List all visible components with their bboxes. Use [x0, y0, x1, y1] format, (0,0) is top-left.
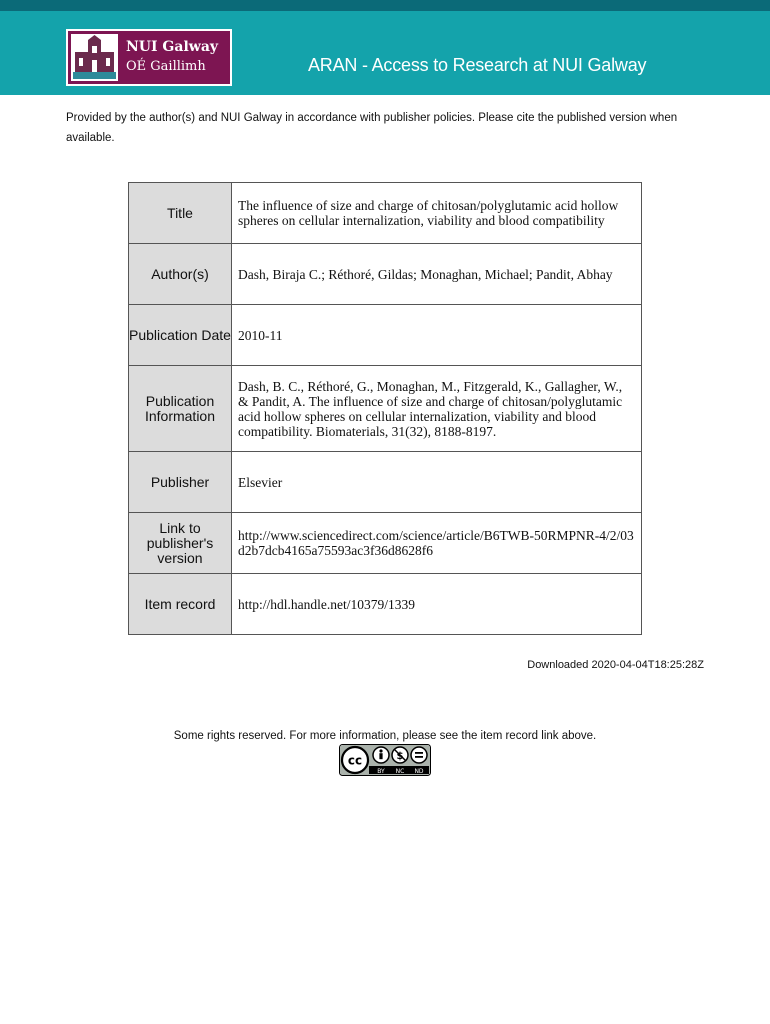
table-row — [129, 366, 642, 452]
authors-value: Dash, Biraja C.; Réthoré, Gildas; Monaghan, Michael; Pandit, Abhay — [232, 244, 642, 305]
download-timestamp: Downloaded 2020-04-04T18:25:28Z — [527, 659, 704, 671]
table-row — [129, 452, 642, 513]
record-table — [128, 182, 642, 635]
table-row — [129, 183, 642, 244]
header-banner — [0, 11, 770, 95]
publisher-value: Elsevier — [232, 452, 642, 513]
title-value: The influence of size and charge of chitosan/polyglutamic acid hollow spheres on cellular internalization, viability and blood compatibility — [232, 183, 642, 244]
top-stripe — [0, 0, 770, 11]
table-row — [129, 244, 642, 305]
publication-date-label: Publication Date — [129, 305, 232, 366]
publisher-link[interactable]: http://www.sciencedirect.com/science/article/B6TWB-50RMPNR-4/2/03d2b7dcb4165a75593ac3f36d8628f6 — [232, 513, 642, 574]
nui-galway-logo[interactable] — [66, 29, 232, 86]
publication-info-label: Publication Information — [129, 366, 232, 452]
cc-by-label: BY — [377, 768, 385, 775]
svg-text:cc: cc — [347, 753, 363, 768]
cc-nd-label: ND — [414, 768, 424, 775]
publisher-label: Publisher — [129, 452, 232, 513]
logo-line-2: OÉ Gaillimh — [126, 59, 206, 74]
table-row — [129, 574, 642, 635]
cc-by-nc-nd-icon[interactable] — [339, 744, 431, 776]
publication-info-value: Dash, B. C., Réthoré, G., Monaghan, M., Fitzgerald, K., Gallagher, W., & Pandit, A. The influence of size and charge of chitosan/polyglutamic acid hollow spheres on cellular internalization, viability and blood compatibility. Biomaterials, 31(32), 8188-8197. — [232, 366, 642, 452]
title-label: Title — [129, 183, 232, 244]
publisher-link-label: Link to publisher's version — [129, 513, 232, 574]
item-record-link[interactable]: http://hdl.handle.net/10379/1339 — [232, 574, 642, 635]
quadrangle-tower-icon — [71, 34, 118, 81]
svg-text:$: $ — [396, 751, 404, 762]
item-record-label: Item record — [129, 574, 232, 635]
publication-date-value: 2010-11 — [232, 305, 642, 366]
rights-notice: Some rights reserved. For more information, please see the item record link above. — [173, 730, 597, 742]
logo-line-1: NUI Galway — [126, 39, 219, 55]
table-row — [129, 305, 642, 366]
authors-label: Author(s) — [129, 244, 232, 305]
cc-nc-label: NC — [395, 768, 405, 775]
intro-notice: Provided by the author(s) and NUI Galway in accordance with publisher policies. Please cite the published version when available. — [66, 112, 678, 144]
table-row — [129, 513, 642, 574]
repository-title: ARAN - Access to Research at NUI Galway — [308, 55, 647, 75]
